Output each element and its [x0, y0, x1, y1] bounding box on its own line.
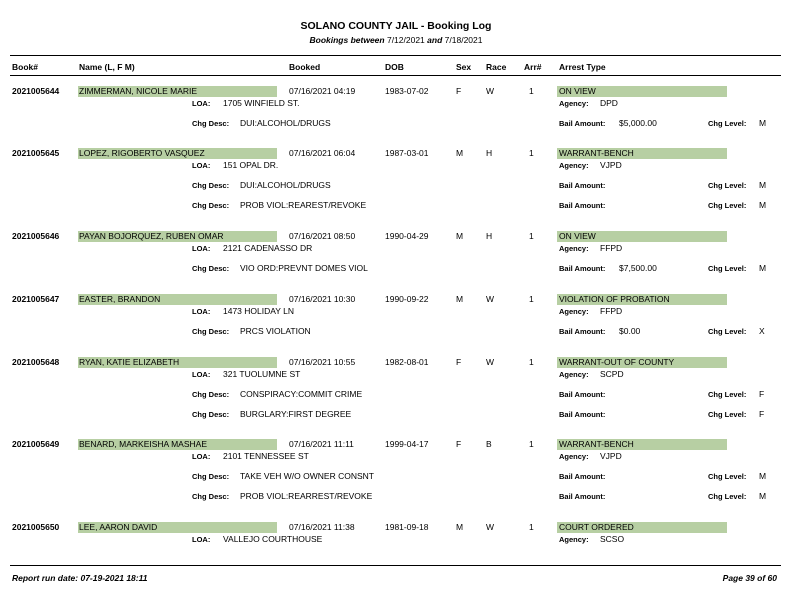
charge-level: M	[759, 471, 767, 481]
inmate-name: EASTER, BRANDON	[79, 294, 161, 304]
date-of-birth: 1990-09-22	[385, 294, 429, 304]
inmate-name: ZIMMERMAN, NICOLE MARIE	[79, 86, 198, 96]
bail-amount-value: $0.00	[619, 326, 641, 336]
booked-datetime: 07/16/2021 06:04	[289, 148, 356, 158]
chg-level-label: Chg Level:	[708, 201, 747, 210]
date-of-birth: 1990-04-29	[385, 231, 429, 241]
agency-value: VJPD	[600, 160, 622, 170]
loa-label: LOA:	[192, 370, 211, 379]
chg-level-label: Chg Level:	[708, 492, 747, 501]
chg-desc-label: Chg Desc:	[192, 181, 230, 190]
report-subtitle	[0, 35, 792, 45]
col-race: Race	[486, 62, 507, 72]
col-name: Name (L, F M)	[79, 62, 135, 72]
date-of-birth: 1999-04-17	[385, 439, 429, 449]
charge-description: VIO ORD:PREVNT DOMES VIOL	[240, 263, 368, 273]
date-of-birth: 1983-07-02	[385, 86, 429, 96]
agency-value: DPD	[600, 98, 618, 108]
date-of-birth: 1987-03-01	[385, 148, 429, 158]
col-arrest-type: Arrest Type	[559, 62, 606, 72]
booked-datetime: 07/16/2021 10:55	[289, 357, 356, 367]
loa-value: 151 OPAL DR.	[223, 160, 279, 170]
charge-level: F	[759, 409, 765, 419]
chg-desc-label: Chg Desc:	[192, 119, 230, 128]
charge-level: M	[759, 180, 767, 190]
charge-description: TAKE VEH W/O OWNER CONSNT	[240, 471, 374, 481]
chg-level-label: Chg Level:	[708, 327, 747, 336]
bail-amount-label: Bail Amount:	[559, 201, 606, 210]
agency-value: SCSO	[600, 534, 625, 544]
inmate-name: LOPEZ, RIGOBERTO VASQUEZ	[79, 148, 205, 158]
chg-level-label: Chg Level:	[708, 472, 747, 481]
loa-value: 2101 TENNESSEE ST	[223, 451, 309, 461]
agency-value: VJPD	[600, 451, 622, 461]
arrest-type: WARRANT-OUT OF COUNTY	[559, 357, 675, 367]
loa-value: VALLEJO COURTHOUSE	[223, 534, 323, 544]
agency-label: Agency:	[559, 161, 589, 170]
book-number: 2021005644	[12, 86, 60, 96]
date-of-birth: 1981-09-18	[385, 522, 429, 532]
report-run-date: Report run date: 07-19-2021 18:11	[12, 573, 148, 583]
arrest-type: VIOLATION OF PROBATION	[559, 294, 670, 304]
agency-label: Agency:	[559, 452, 589, 461]
chg-desc-label: Chg Desc:	[192, 492, 230, 501]
chg-level-label: Chg Level:	[708, 410, 747, 419]
booked-datetime: 07/16/2021 11:38	[289, 522, 355, 532]
loa-label: LOA:	[192, 244, 211, 253]
race-value: W	[486, 357, 495, 367]
agency-value: FFPD	[600, 243, 623, 253]
header-top-rule	[10, 55, 781, 56]
chg-level-label: Chg Level:	[708, 264, 747, 273]
charge-description: PRCS VIOLATION	[240, 326, 311, 336]
arrest-count: 1	[529, 357, 534, 367]
agency-value: SCPD	[600, 369, 624, 379]
bail-amount-label: Bail Amount:	[559, 327, 606, 336]
agency-label: Agency:	[559, 307, 589, 316]
col-sex: Sex	[456, 62, 472, 72]
agency-label: Agency:	[559, 99, 589, 108]
bail-amount-label: Bail Amount:	[559, 410, 606, 419]
loa-label: LOA:	[192, 307, 211, 316]
book-number: 2021005649	[12, 439, 60, 449]
race-value: H	[486, 148, 493, 158]
arrest-count: 1	[529, 231, 534, 241]
report-title: SOLANO COUNTY JAIL - Booking Log	[300, 20, 492, 32]
sex-value: F	[456, 357, 462, 367]
charge-description: BURGLARY:FIRST DEGREE	[240, 409, 352, 419]
charge-description: DUI:ALCOHOL/DRUGS	[240, 118, 331, 128]
book-number: 2021005650	[12, 522, 60, 532]
race-value: W	[486, 522, 495, 532]
loa-value: 2121 CADENASSO DR	[223, 243, 313, 253]
arrest-type: WARRANT-BENCH	[559, 148, 634, 158]
race-value: B	[486, 439, 492, 449]
bail-amount-label: Bail Amount:	[559, 492, 606, 501]
chg-desc-label: Chg Desc:	[192, 264, 230, 273]
agency-label: Agency:	[559, 244, 589, 253]
charge-level: M	[759, 118, 767, 128]
arrest-count: 1	[529, 294, 534, 304]
bail-amount-value: $5,000.00	[619, 118, 657, 128]
charge-level: M	[759, 263, 767, 273]
charge-level: X	[759, 326, 765, 336]
book-number: 2021005648	[12, 357, 60, 367]
bail-amount-label: Bail Amount:	[559, 264, 606, 273]
col-dob: DOB	[385, 62, 404, 72]
loa-value: 1705 WINFIELD ST.	[223, 98, 300, 108]
bail-amount-label: Bail Amount:	[559, 472, 606, 481]
arrest-count: 1	[529, 86, 534, 96]
end-date: 7/18/2021	[444, 35, 483, 45]
loa-label: LOA:	[192, 535, 211, 544]
booked-datetime: 07/16/2021 08:50	[289, 231, 356, 241]
inmate-name: BENARD, MARKEISHA MASHAE	[79, 439, 208, 449]
arrest-count: 1	[529, 439, 534, 449]
sex-value: M	[456, 148, 464, 158]
start-date: 7/12/2021	[386, 35, 425, 45]
loa-label: LOA:	[192, 161, 211, 170]
charge-description: DUI:ALCOHOL/DRUGS	[240, 180, 331, 190]
inmate-name: LEE, AARON DAVID	[79, 522, 158, 532]
chg-desc-label: Chg Desc:	[192, 390, 230, 399]
book-number: 2021005647	[12, 294, 60, 304]
booked-datetime: 07/16/2021 10:30	[289, 294, 356, 304]
sex-value: M	[456, 522, 464, 532]
sex-value: F	[456, 86, 462, 96]
bail-amount-value: $7,500.00	[619, 263, 657, 273]
loa-label: LOA:	[192, 99, 211, 108]
bail-amount-label: Bail Amount:	[559, 390, 606, 399]
bail-amount-label: Bail Amount:	[559, 181, 606, 190]
agency-label: Agency:	[559, 535, 589, 544]
charge-description: CONSPIRACY:COMMIT CRIME	[240, 389, 363, 399]
arrest-count: 1	[529, 148, 534, 158]
loa-value: 1473 HOLIDAY LN	[223, 306, 295, 316]
arrest-type: WARRANT-BENCH	[559, 439, 634, 449]
arrest-type: ON VIEW	[559, 86, 596, 96]
chg-level-label: Chg Level:	[708, 119, 747, 128]
race-value: W	[486, 294, 495, 304]
chg-level-label: Chg Level:	[708, 390, 747, 399]
book-number: 2021005645	[12, 148, 60, 158]
booked-datetime: 07/16/2021 04:19	[289, 86, 356, 96]
charge-level: M	[759, 491, 767, 501]
book-number: 2021005646	[12, 231, 60, 241]
subtitle-prefix: Bookings between	[309, 35, 385, 45]
sex-value: F	[456, 439, 462, 449]
arrest-type: ON VIEW	[559, 231, 596, 241]
charge-level: M	[759, 200, 767, 210]
col-book: Book#	[12, 62, 38, 72]
loa-value: 321 TUOLUMNE ST	[223, 369, 301, 379]
footer-rule	[10, 565, 781, 566]
loa-label: LOA:	[192, 452, 211, 461]
sex-value: M	[456, 294, 464, 304]
subtitle-and: and	[427, 35, 443, 45]
sex-value: M	[456, 231, 464, 241]
arrest-count: 1	[529, 522, 534, 532]
race-value: W	[486, 86, 495, 96]
chg-desc-label: Chg Desc:	[192, 327, 230, 336]
page-number: Page 39 of 60	[722, 573, 777, 583]
bail-amount-label: Bail Amount:	[559, 119, 606, 128]
agency-value: FFPD	[600, 306, 623, 316]
charge-level: F	[759, 389, 765, 399]
inmate-name: PAYAN BOJORQUEZ, RUBEN OMAR	[79, 231, 224, 241]
chg-level-label: Chg Level:	[708, 181, 747, 190]
booked-datetime: 07/16/2021 11:11	[289, 439, 354, 449]
chg-desc-label: Chg Desc:	[192, 410, 230, 419]
col-booked: Booked	[289, 62, 321, 72]
header-bottom-rule	[10, 75, 781, 76]
agency-label: Agency:	[559, 370, 589, 379]
charge-description: PROB VIOL:REARREST/REVOKE	[240, 491, 373, 501]
charge-description: PROB VIOL:REAREST/REVOKE	[240, 200, 367, 210]
chg-desc-label: Chg Desc:	[192, 472, 230, 481]
arrest-type: COURT ORDERED	[559, 522, 634, 532]
chg-desc-label: Chg Desc:	[192, 201, 230, 210]
col-arr: Arr#	[524, 62, 542, 72]
inmate-name: RYAN, KATIE ELIZABETH	[79, 357, 180, 367]
date-of-birth: 1982-08-01	[385, 357, 429, 367]
race-value: H	[486, 231, 493, 241]
